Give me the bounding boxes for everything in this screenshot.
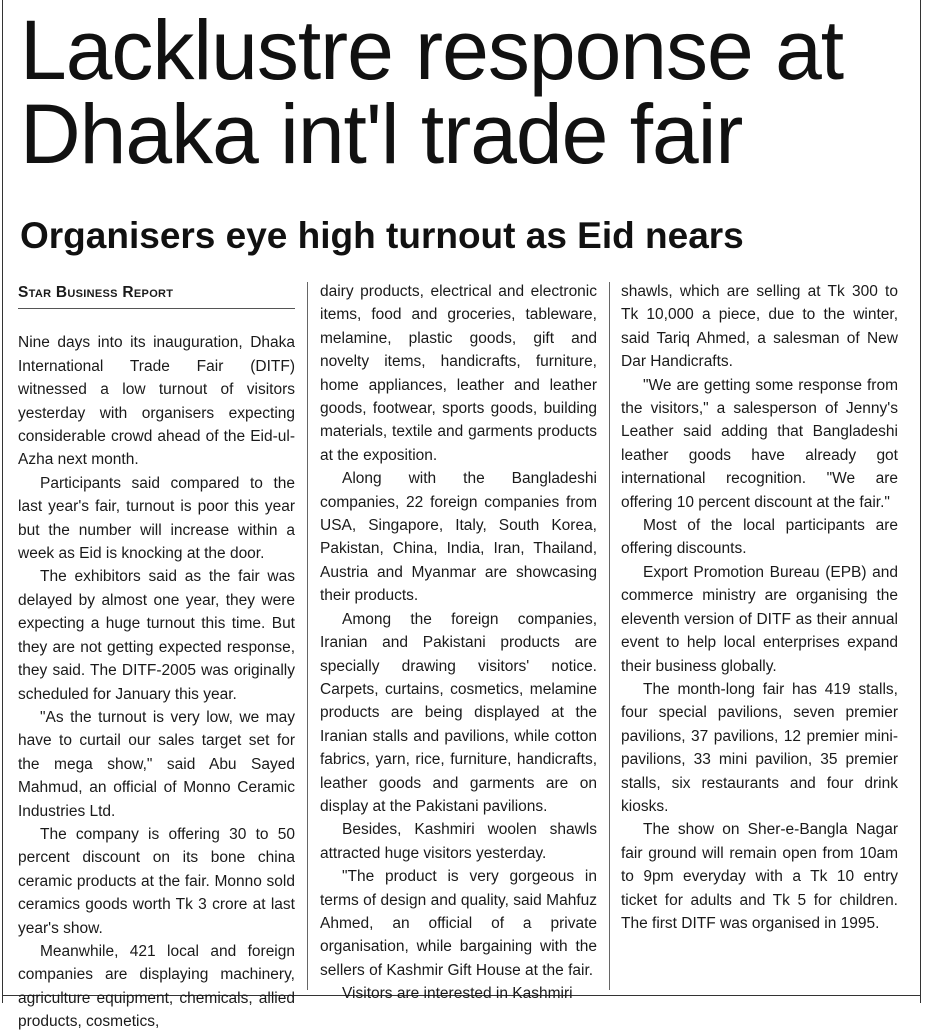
column-divider	[307, 282, 308, 990]
article-column-2	[320, 280, 597, 1003]
paragraph: shawls, which are selling at Tk 300 to Tk 10,000 a piece, due to the winter, said Tariq Ahmed, a salesman of New Dar Handicrafts.	[621, 283, 898, 371]
article-column-3	[621, 280, 898, 992]
paragraph: The show on Sher-e-Bangla Nagar fair ground will remain open from 10am to 9pm everyday with a Tk 10 entry ticket for adults and Tk 5 for children. The first DITF was organised in 1995.	[621, 821, 898, 932]
byline	[18, 280, 295, 309]
paragraph: Participants said compared to the last year's fair, turnout is poor this year but the number will increase within a week as Eid is knocking at the door.	[18, 474, 295, 563]
page-right-rule	[920, 0, 921, 1003]
paragraph: The exhibitors said as the fair was delayed by almost one year, they were expecting a huge turnout this time. But they are not getting expected response, they said. The DITF-2005 was originally scheduled for January this year.	[18, 568, 295, 703]
page-left-rule	[2, 0, 3, 1003]
paragraph: "As the turnout is very low, we may have to curtail our sales target set for the mega show," said Abu Sayed Mahmud, an official of Monno Ceramic Industries Ltd.	[18, 708, 295, 820]
paragraph: "We are getting some response from the visitors," a salesperson of Jenny's Leather said adding that Bangladeshi leather goods have already got international recognition. "We are offering 10 percent discount at the fair."	[621, 376, 898, 511]
paragraph: Most of the local participants are offering discounts.	[621, 517, 898, 558]
paragraph: Meanwhile, 421 local and foreign companies are displaying machinery, agriculture equipment, chemicals, allied products, cosmetics,	[18, 942, 295, 1031]
headline	[20, 3, 910, 181]
column-divider	[609, 282, 610, 990]
byline-text: Star Business Report	[18, 284, 174, 301]
paragraph: The month-long fair has 419 stalls, four special pavilions, seven premier pavilions, 37 pavilions, 12 premier mini-pavilions, 33 mini pavilion, 35 premier stalls, six restaurants and four drink kiosks.	[621, 680, 898, 815]
paragraph: Nine days into its inauguration, Dhaka International Trade Fair (DITF) witnessed a low turnout of visitors yesterday with organisers expecting considerable crowd ahead of the Eid-ul-Azha next month.	[18, 334, 295, 469]
paragraph: Along with the Bangladeshi companies, 22 foreign companies from USA, Singapore, Italy, South Korea, Pakistan, China, India, Iran, Thailand, Austria and Myanmar are showcasing their products.	[320, 470, 597, 605]
paragraph: Among the foreign companies, Iranian and Pakistani products are specially drawing visitors' notice. Carpets, curtains, cosmetics, melamine products are being displayed at the Iranian stalls and pavilions, while cotton fabrics, yarn, rice, furniture, handicrafts, leather goods and garments are on display at the Pakistani pavilions.	[320, 610, 597, 815]
headline-line-2: Dhaka int'l trade fair	[20, 87, 743, 181]
paragraph: "The product is very gorgeous in terms of design and quality, said Mahfuz Ahmed, an official of a private organisation, while bargaining with the sellers of Kashmir Gift House at the fair.	[320, 868, 597, 979]
article-column-1	[18, 280, 295, 1031]
paragraph: Export Promotion Bureau (EPB) and commerce ministry are organising the eleventh version of DITF as their annual event to help local enterprises expand their business globally.	[621, 563, 898, 675]
subheadline: Organisers eye high turnout as Eid nears	[20, 215, 744, 256]
paragraph: The company is offering 30 to 50 percent discount on its bone china ceramic products at the fair. Monno sold ceramics goods worth Tk 3 crore at last year's show.	[18, 825, 295, 937]
headline-line-1: Lacklustre response at	[20, 3, 844, 97]
paragraph: Besides, Kashmiri woolen shawls attracted huge visitors yesterday.	[320, 821, 597, 862]
paragraph: dairy products, electrical and electronic items, food and groceries, tableware, melamine, plastic goods, gift and novelty items, handicrafts, furniture, home appliances, leather and leather goods, footwear, sports goods, building materials, textile and garments products at the exposition.	[320, 283, 597, 464]
paragraph: Visitors are interested in Kashmiri	[342, 985, 573, 1003]
